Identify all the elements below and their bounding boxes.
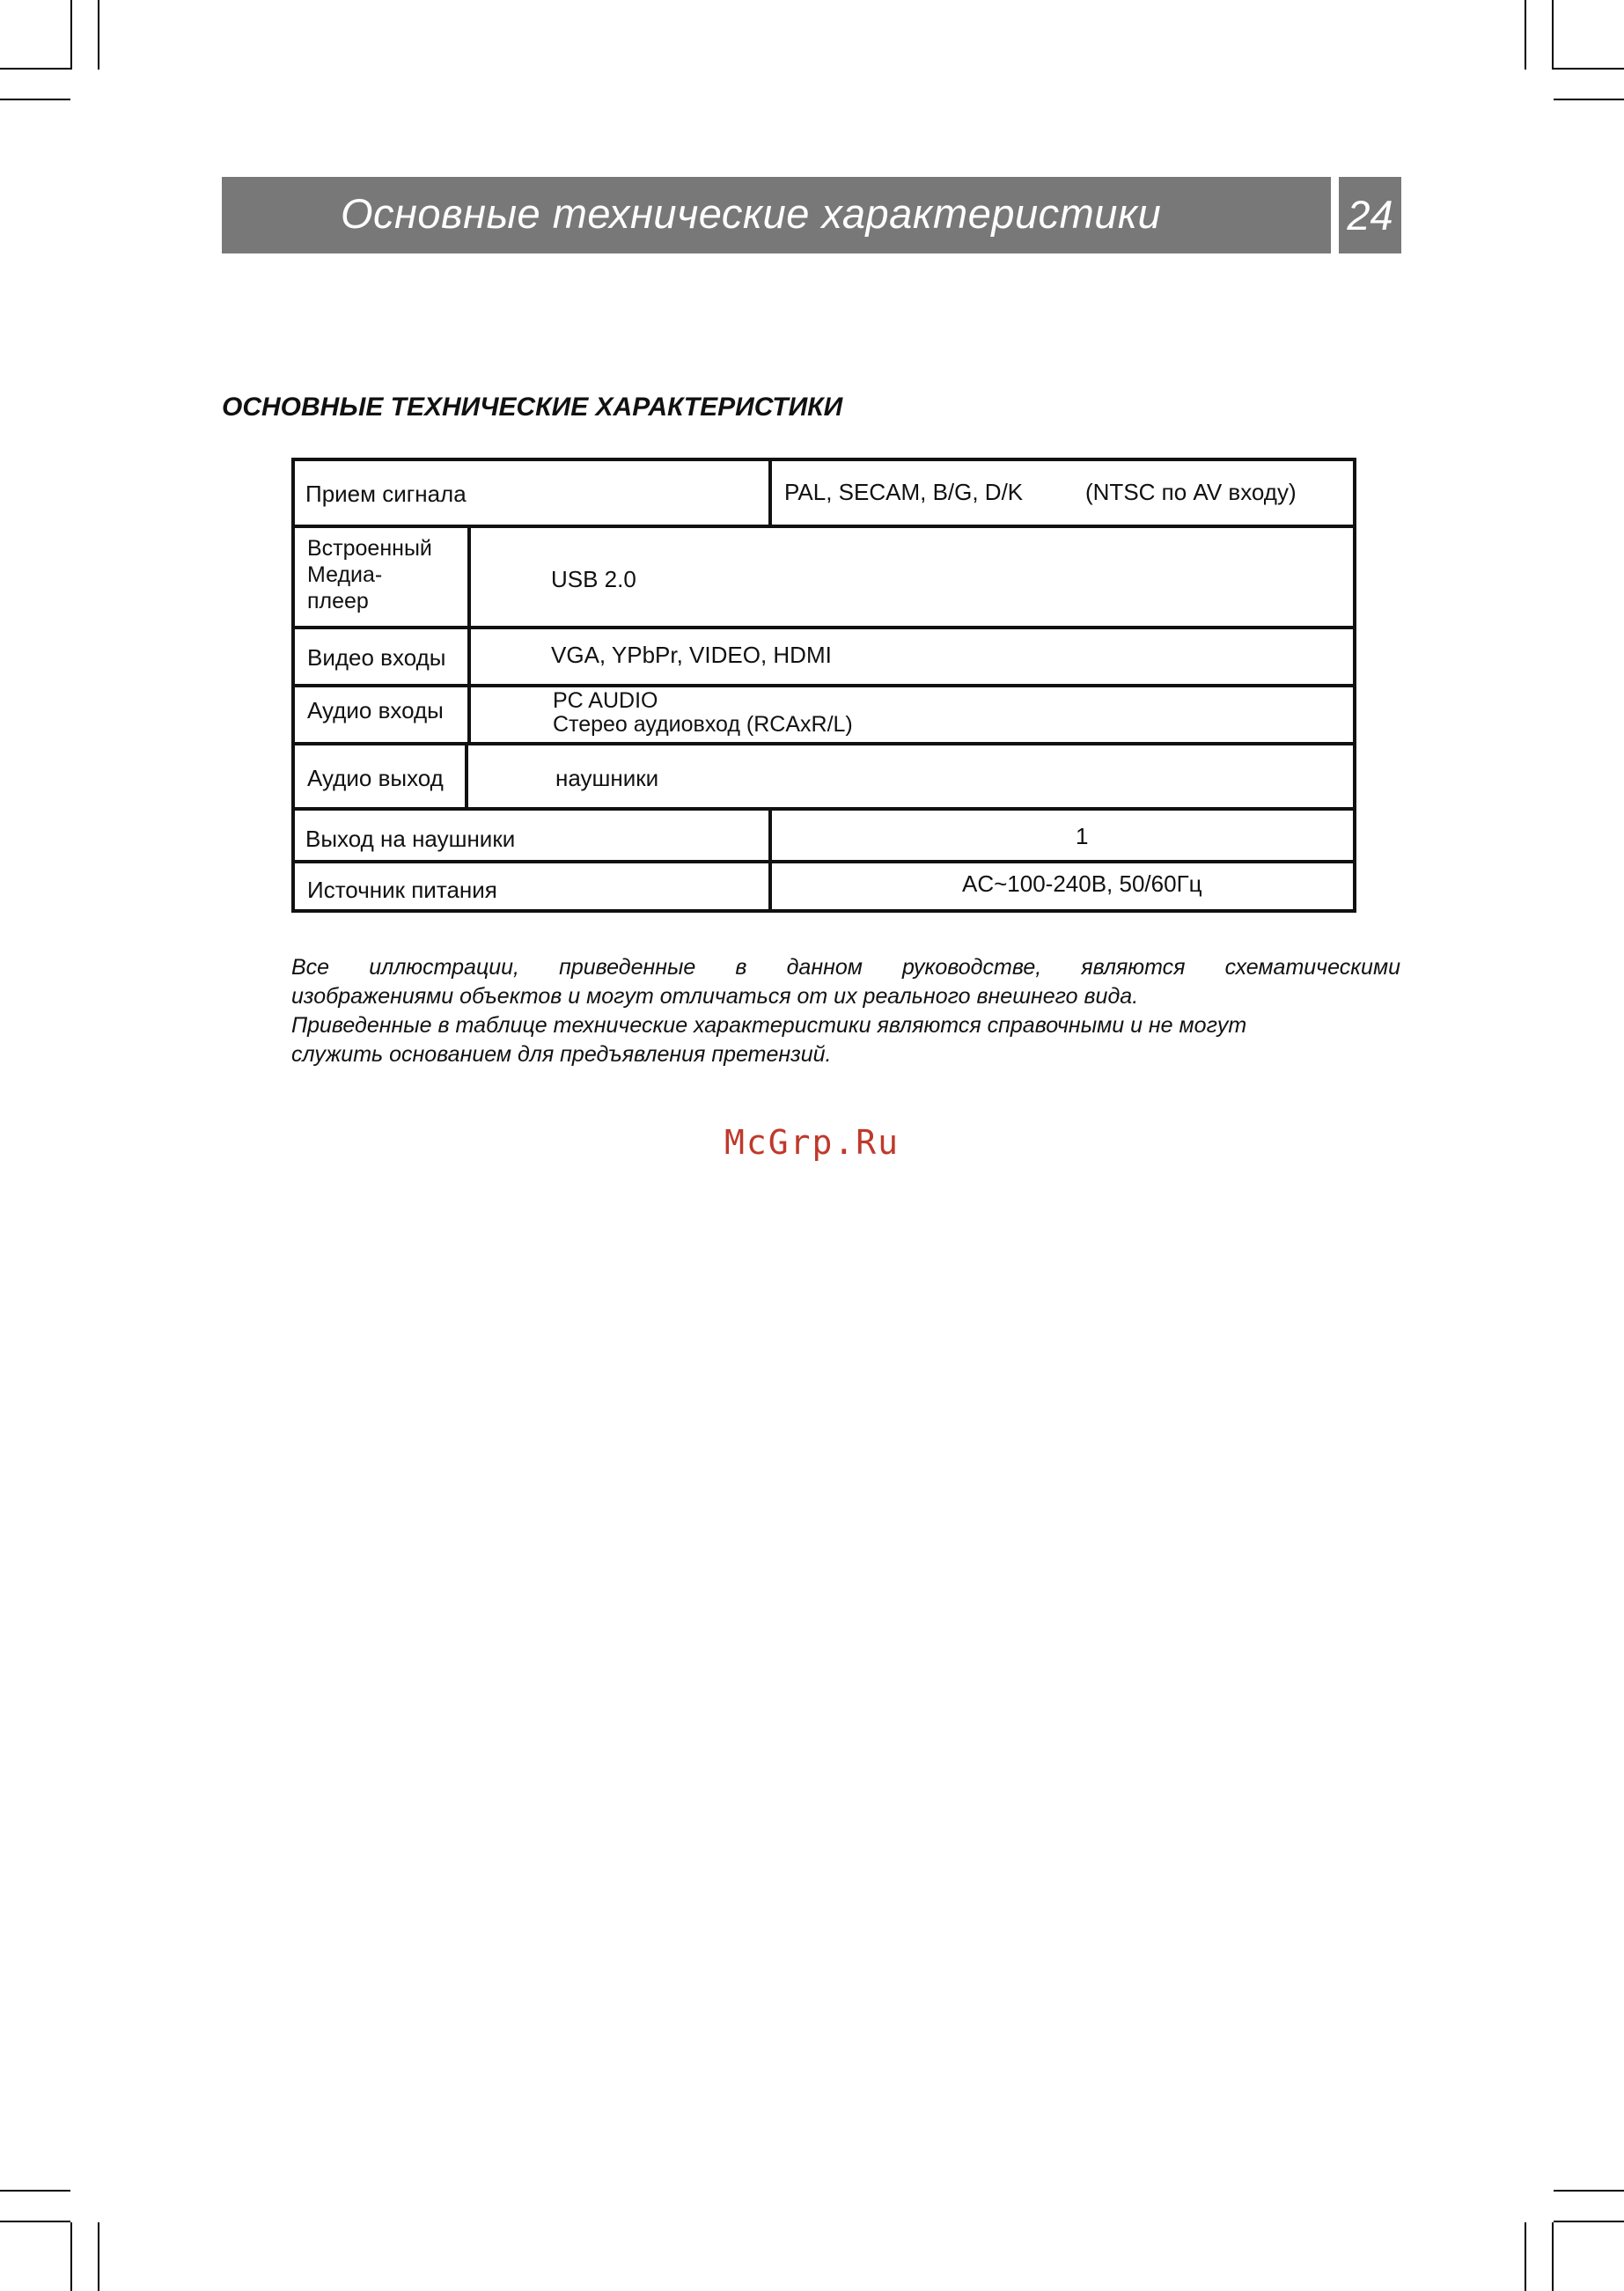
table-cell-label: Встроенный Медиа- плеер — [295, 528, 471, 626]
table-cell-label: Аудио выход — [295, 745, 468, 807]
table-cell-value: 1 — [1076, 823, 1089, 849]
crop-mark — [1525, 0, 1526, 70]
page-header — [222, 177, 1331, 253]
table-row — [295, 811, 1353, 863]
table-cell-value: PC AUDIO Стерео аудиовход (RCAxR/L) — [553, 688, 853, 737]
table-cell-value-extra: (NTSC по AV входу) — [1085, 479, 1297, 505]
crop-mark — [0, 2221, 70, 2222]
table-cell-label: Видео входы — [295, 629, 471, 684]
crop-mark — [1554, 99, 1624, 100]
disclaimer-note — [291, 953, 1400, 1069]
table-cell-value: наушники — [555, 765, 659, 791]
note-line: изображениями объектов и могут отличаться от их реального внешнего вида. — [291, 984, 1139, 1009]
section-heading: ОСНОВНЫЕ ТЕХНИЧЕСКИЕ ХАРАКТЕРИСТИКИ — [222, 393, 843, 422]
note-line: Все иллюстрации, приведенные в данном руководстве, являются схематическими — [291, 955, 1400, 980]
table-row — [295, 528, 1353, 629]
table-row — [295, 863, 1353, 913]
note-line: Приведенные в таблице технические характеристики являются справочными и не могут — [291, 1013, 1247, 1038]
table-cell-label: Выход на наушники — [295, 811, 772, 860]
watermark: McGrp.Ru — [724, 1123, 900, 1162]
table-cell-value: VGA, YPbPr, VIDEO, HDMI — [551, 642, 832, 668]
table-cell-label: Аудио входы — [295, 687, 471, 742]
table-cell-value: AC~100-240В, 50/60Гц — [962, 870, 1202, 897]
page-title: Основные технические характеристики — [341, 190, 1162, 237]
spec-table — [291, 458, 1356, 913]
crop-mark — [98, 0, 99, 70]
crop-mark — [0, 68, 70, 70]
table-cell-value: PAL, SECAM, B/G, D/K — [784, 479, 1024, 505]
table-row — [295, 687, 1353, 745]
page-number: 24 — [1339, 177, 1401, 253]
crop-mark — [70, 2222, 72, 2291]
crop-mark — [0, 2190, 70, 2192]
crop-mark — [98, 2222, 99, 2291]
table-cell-value: USB 2.0 — [551, 566, 636, 592]
note-line: служить основанием для предъявления претензий. — [291, 1042, 832, 1067]
table-row — [295, 745, 1353, 811]
table-cell-label: Источник питания — [295, 863, 772, 913]
crop-mark — [1554, 2190, 1624, 2192]
table-row — [295, 629, 1353, 687]
crop-mark — [70, 0, 72, 70]
crop-mark — [1552, 2222, 1554, 2291]
crop-mark — [1552, 0, 1554, 70]
table-cell-label: Прием сигнала — [295, 461, 772, 525]
crop-mark — [1554, 68, 1624, 70]
table-row — [295, 461, 1353, 528]
crop-mark — [1554, 2221, 1624, 2222]
crop-mark — [1525, 2222, 1526, 2291]
crop-mark — [0, 99, 70, 100]
